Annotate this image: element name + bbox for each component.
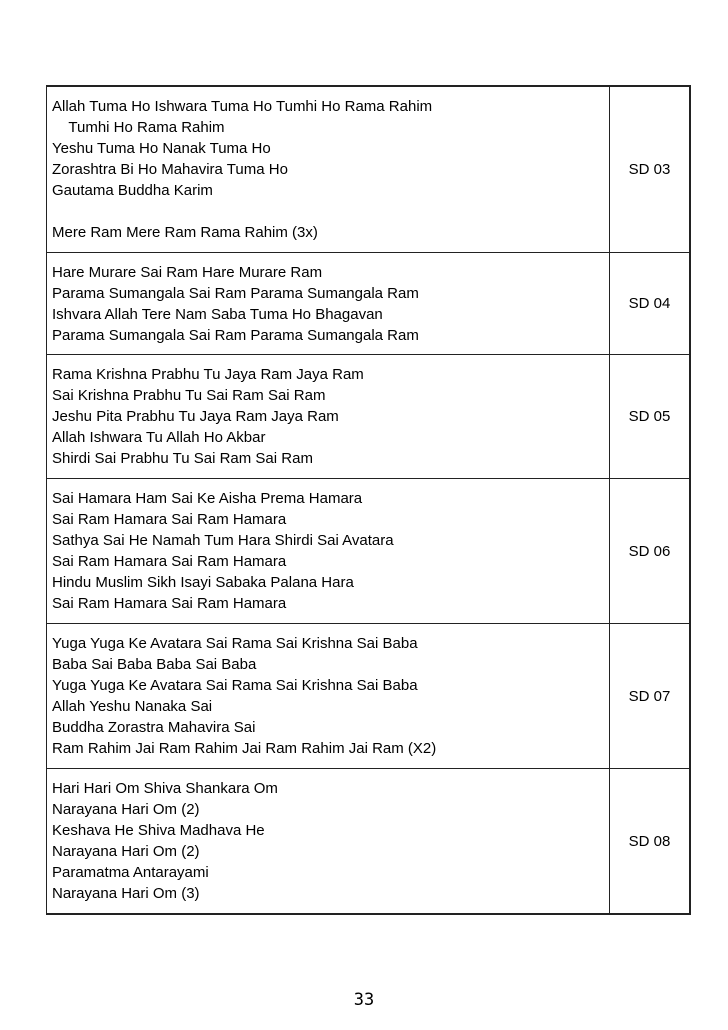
lyric-line: Hari Hari Om Shiva Shankara Om <box>52 780 278 797</box>
lyric-line: Sai Ram Hamara Sai Ram Hamara <box>52 511 287 528</box>
lyric-line: Ishvara Allah Tere Nam Saba Tuma Ho Bhagavan <box>52 305 383 323</box>
lyric-line: Narayana Hari Om (2) <box>52 801 200 818</box>
lyric-line: Sai Krishna Prabhu Tu Sai Ram Sai Ram <box>52 387 326 404</box>
lyrics-cell <box>47 253 610 355</box>
song-row <box>47 479 691 624</box>
lyrics-block <box>52 488 603 614</box>
song-code-cell <box>610 769 691 915</box>
lyric-line: Allah Ishwara Tu Allah Ho Akbar <box>52 429 266 446</box>
lyric-line: Sai Hamara Ham Sai Ke Aisha Prema Hamara <box>52 490 363 507</box>
lyrics-cell <box>47 86 610 253</box>
song-row <box>47 769 691 915</box>
lyric-line: Shirdi Sai Prabhu Tu Sai Ram Sai Ram <box>52 450 313 467</box>
lyrics-cell <box>47 479 610 624</box>
song-code: SD 05 <box>628 408 671 425</box>
song-code-cell <box>610 479 691 624</box>
lyric-line: Yuga Yuga Ke Avatara Sai Rama Sai Krishna Sai Baba <box>52 677 418 694</box>
lyrics-cell <box>47 769 610 915</box>
lyric-line: Rama Krishna Prabhu Tu Jaya Ram Jaya Ram <box>52 366 364 383</box>
lyric-line: Paramatma Antarayami <box>52 864 209 881</box>
lyric-line: Buddha Zorastra Mahavira Sai <box>52 719 256 736</box>
lyrics-block <box>52 364 603 469</box>
lyric-line: Parama Sumangala Sai Ram Parama Sumangala Ram <box>52 284 419 302</box>
lyrics-block <box>52 96 603 243</box>
lyric-line: Allah Tuma Ho Ishwara Tuma Ho Tumhi Ho Rama Rahim <box>52 98 433 115</box>
page-number: 33 <box>353 990 375 1010</box>
lyric-line: Narayana Hari Om (2) <box>52 843 200 860</box>
lyric-line: Ram Rahim Jai Ram Rahim Jai Ram Rahim Jai Ram (X2) <box>52 740 437 757</box>
lyrics-cell <box>47 355 610 479</box>
lyric-line: Hare Murare Sai Ram Hare Murare Ram <box>52 263 323 281</box>
lyric-line: Mere Ram Mere Ram Rama Rahim (3x) <box>52 224 318 241</box>
lyric-line: Tumhi Ho Rama Rahim <box>52 119 225 136</box>
lyric-line: Narayana Hari Om (3) <box>52 885 200 902</box>
song-row <box>47 355 691 479</box>
song-code-cell <box>610 355 691 479</box>
lyric-line: Sathya Sai He Namah Tum Hara Shirdi Sai Avatara <box>52 532 394 549</box>
song-code: SD 08 <box>628 832 671 850</box>
lyric-line: Yeshu Tuma Ho Nanak Tuma Ho <box>52 140 271 157</box>
lyric-line: Yuga Yuga Ke Avatara Sai Rama Sai Krishna Sai Baba <box>52 635 418 652</box>
lyrics-block <box>52 633 603 759</box>
lyric-line: Sai Ram Hamara Sai Ram Hamara <box>52 553 287 570</box>
song-code-cell <box>610 86 691 253</box>
song-row <box>47 253 691 355</box>
song-code-cell <box>610 253 691 355</box>
lyric-line: Zorashtra Bi Ho Mahavira Tuma Ho <box>52 161 288 178</box>
song-table-body <box>47 86 691 914</box>
song-table <box>46 85 691 915</box>
song-code: SD 07 <box>628 687 671 705</box>
lyric-line: Hindu Muslim Sikh Isayi Sabaka Palana Hara <box>52 574 354 591</box>
song-row <box>47 624 691 769</box>
lyrics-cell <box>47 624 610 769</box>
song-code: SD 03 <box>628 161 671 178</box>
song-row <box>47 86 691 253</box>
lyric-line: Keshava He Shiva Madhava He <box>52 822 265 839</box>
lyrics-block <box>52 262 603 346</box>
lyric-line: Jeshu Pita Prabhu Tu Jaya Ram Jaya Ram <box>52 408 339 425</box>
song-code-cell <box>610 624 691 769</box>
lyric-line <box>52 201 603 222</box>
lyric-line: Sai Ram Hamara Sai Ram Hamara <box>52 595 287 612</box>
lyric-line: Baba Sai Baba Baba Sai Baba <box>52 656 257 673</box>
song-code: SD 04 <box>628 295 671 312</box>
lyrics-block <box>52 778 603 904</box>
lyric-line: Allah Yeshu Nanaka Sai <box>52 698 213 715</box>
lyric-line: Parama Sumangala Sai Ram Parama Sumangala Ram <box>52 326 419 344</box>
song-code: SD 06 <box>628 542 671 560</box>
lyric-line: Gautama Buddha Karim <box>52 182 213 199</box>
